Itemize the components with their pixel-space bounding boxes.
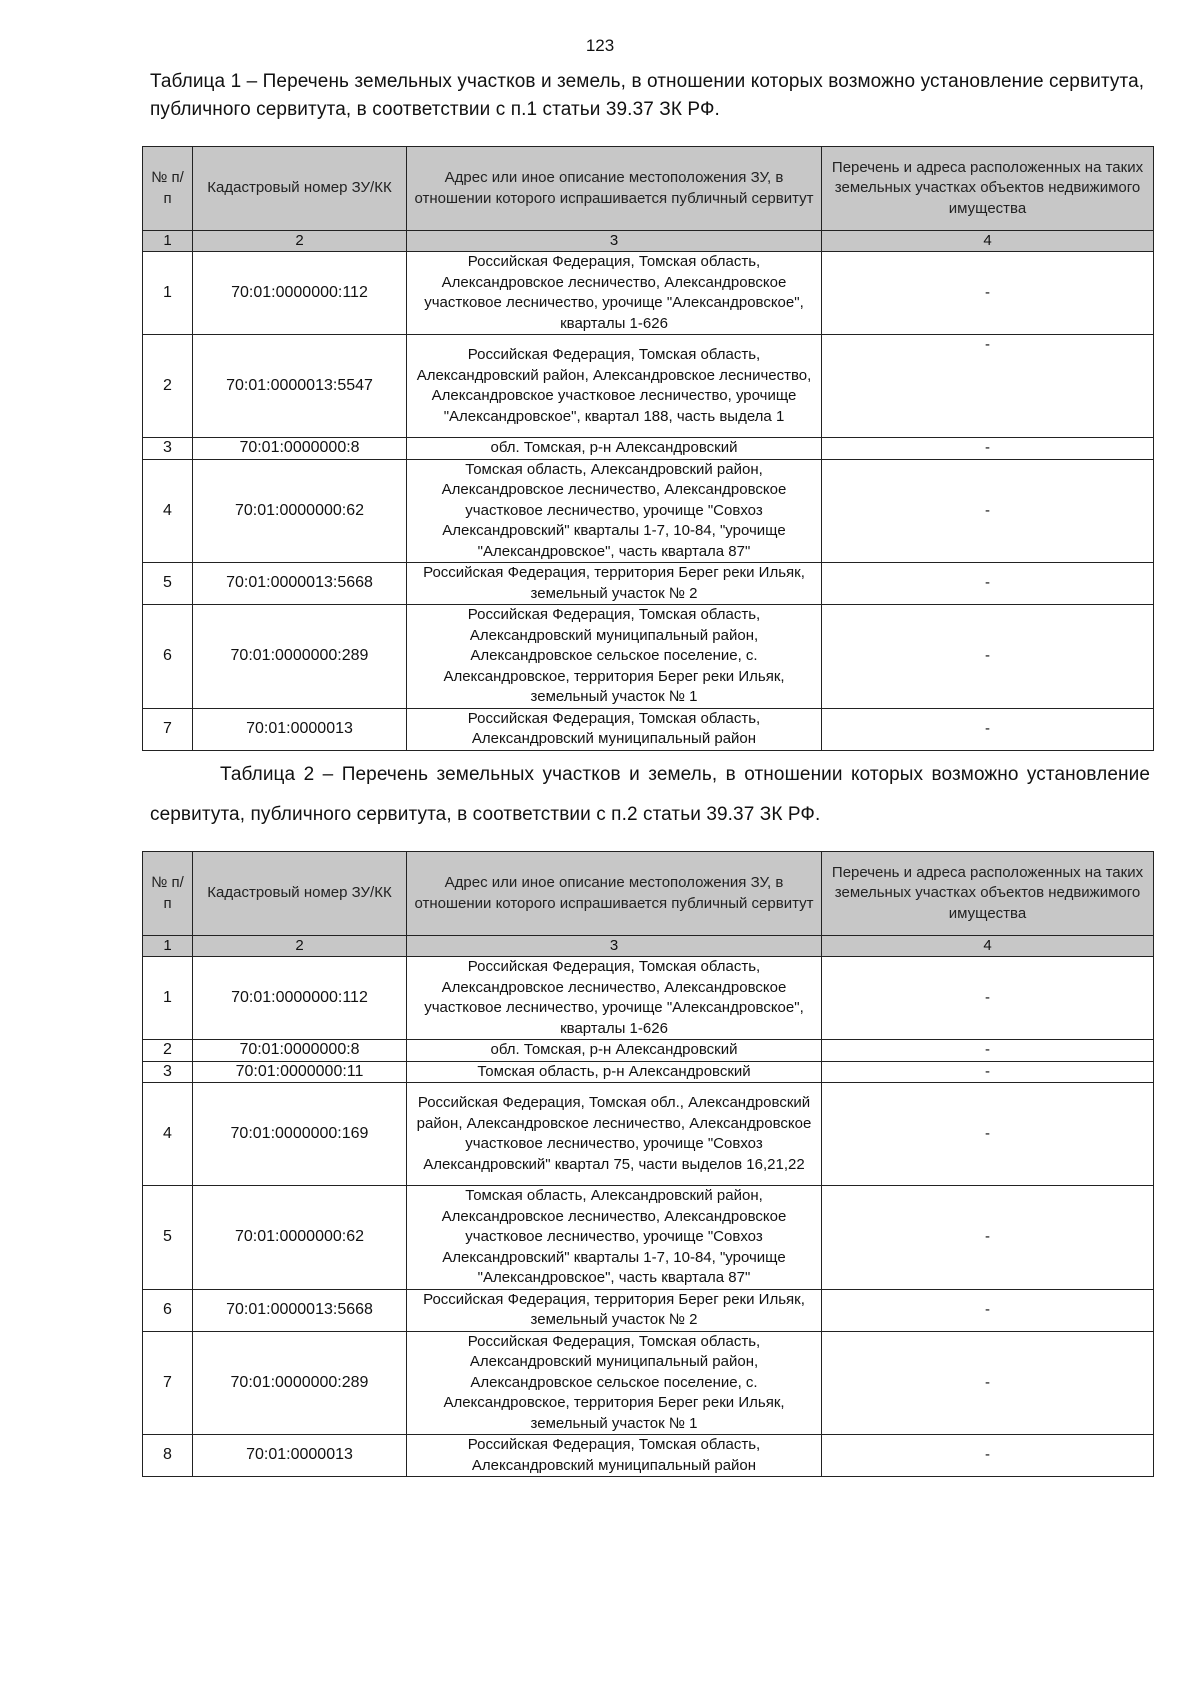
table-row [143,1435,1154,1477]
row-num: 6 [143,1289,193,1331]
row-num: 5 [143,1186,193,1290]
row-num: 7 [143,1331,193,1435]
address: Томская область, р-н Александровский [407,1061,822,1083]
table-row [143,335,1154,438]
address: Российская Федерация, Томская область, Александровский муниципальный район, Александровское сельское поселение, с. Александровское, территория Берег реки Ильяк, земельный участок № 1 [407,1331,822,1435]
header-address: Адрес или иное описание местоположения ЗУ, в отношении которого испрашивается публичный сервитут [407,852,822,936]
objects: - [822,335,1154,438]
cadastral-number: 70:01:0000000:11 [193,1061,407,1083]
objects: - [822,563,1154,605]
col-number: 4 [822,231,1154,252]
address: Российская Федерация, Томская обл., Александровский район, Александровское лесничество, Александровское участковое лесничество, урочище "Совхоз Александровский" квартал 75, части выделов 16,21,22 [407,1083,822,1186]
cadastral-number: 70:01:0000000:62 [193,1186,407,1290]
row-num: 4 [143,459,193,563]
cadastral-number: 70:01:0000000:289 [193,605,407,709]
table-row [143,1040,1154,1062]
table-row [143,1186,1154,1290]
row-num: 8 [143,1435,193,1477]
header-num: № п/п [143,147,193,231]
table-row [143,1289,1154,1331]
cadastral-number: 70:01:0000013 [193,1435,407,1477]
cadastral-number: 70:01:0000000:112 [193,957,407,1040]
row-num: 2 [143,335,193,438]
objects: - [822,1040,1154,1062]
row-num: 1 [143,957,193,1040]
cadastral-number: 70:01:0000000:8 [193,1040,407,1062]
cadastral-number: 70:01:0000013:5668 [193,1289,407,1331]
objects: - [822,1061,1154,1083]
objects: - [822,1331,1154,1435]
table1-caption: Таблица 1 – Перечень земельных участков и земель, в отношении которых возможно установление сервитута, публичного сервитута, в соответствии с п.1 статьи 39.37 ЗК РФ. [150,71,1145,120]
page-number: 123 [585,36,615,55]
cadastral-number: 70:01:0000000:8 [193,438,407,460]
table-row [143,438,1154,460]
row-num: 3 [143,438,193,460]
row-num: 2 [143,1040,193,1062]
col-number: 2 [193,231,407,252]
address: Российская Федерация, территория Берег реки Ильяк, земельный участок № 2 [407,563,822,605]
col-number: 1 [143,231,193,252]
address: Российская Федерация, Томская область, Александровское лесничество, Александровское участковое лесничество, урочище "Александровское", кварталы 1-626 [407,957,822,1040]
col-number: 2 [193,936,407,957]
address: Российская Федерация, Томская область, Александровский муниципальный район [407,1435,822,1477]
table-row [143,459,1154,563]
header-objects: Перечень и адреса расположенных на таких земельных участках объектов недвижимого имущества [822,852,1154,936]
objects: - [822,1083,1154,1186]
objects: - [822,252,1154,335]
objects: - [822,957,1154,1040]
row-num: 1 [143,252,193,335]
table-row [143,957,1154,1040]
cadastral-number: 70:01:0000000:289 [193,1331,407,1435]
col-number: 4 [822,936,1154,957]
address: Российская Федерация, территория Берег реки Ильяк, земельный участок № 2 [407,1289,822,1331]
cadastral-number: 70:01:0000013:5547 [193,335,407,438]
header-objects: Перечень и адреса расположенных на таких земельных участках объектов недвижимого имущества [822,147,1154,231]
table-row [143,605,1154,709]
objects: - [822,1186,1154,1290]
address: Российская Федерация, Томская область, Александровский муниципальный район [407,708,822,750]
row-num: 7 [143,708,193,750]
header-num: № п/п [143,852,193,936]
objects: - [822,708,1154,750]
address: Российская Федерация, Томская область, Александровский муниципальный район, Александровское сельское поселение, с. Александровское, территория Берег реки Ильяк, земельный участок № 1 [407,605,822,709]
col-number: 3 [407,231,822,252]
objects: - [822,1289,1154,1331]
cadastral-number: 70:01:0000000:62 [193,459,407,563]
objects: - [822,459,1154,563]
cadastral-number: 70:01:0000000:169 [193,1083,407,1186]
address: Российская Федерация, Томская область, Александровский район, Александровское лесничество, Александровское участковое лесничество, урочище "Александровское", квартал 188, часть выдела 1 [407,335,822,438]
table-row [143,708,1154,750]
table-row [143,1331,1154,1435]
table2 [142,851,1154,1477]
col-number: 1 [143,936,193,957]
address: Российская Федерация, Томская область, Александровское лесничество, Александровское участковое лесничество, урочище "Александровское", кварталы 1-626 [407,252,822,335]
cadastral-number: 70:01:0000013:5668 [193,563,407,605]
col-number: 3 [407,936,822,957]
objects: - [822,438,1154,460]
row-num: 4 [143,1083,193,1186]
address: обл. Томская, р-н Александровский [407,438,822,460]
cadastral-number: 70:01:0000000:112 [193,252,407,335]
table1 [142,146,1154,751]
address: Томская область, Александровский район, Александровское лесничество, Александровское участковое лесничество, урочище "Совхоз Александровский" кварталы 1-7, 10-84, "урочище "Александровское", часть квартала 87" [407,459,822,563]
table-row [143,1083,1154,1186]
address: Томская область, Александровский район, Александровское лесничество, Александровское участковое лесничество, урочище "Совхоз Александровский" кварталы 1-7, 10-84, "урочище "Александровское", часть квартала 87" [407,1186,822,1290]
table2-caption: Таблица 2 – Перечень земельных участков и земель, в отношении которых возможно установление сервитута, публичного сервитута, в соответствии с п.2 статьи 39.37 ЗК РФ. [150,764,1150,825]
table-row [143,1061,1154,1083]
table-row [143,563,1154,605]
row-num: 3 [143,1061,193,1083]
objects: - [822,605,1154,709]
header-cadastral: Кадастровый номер ЗУ/КК [193,852,407,936]
objects: - [822,1435,1154,1477]
row-num: 6 [143,605,193,709]
address: обл. Томская, р-н Александровский [407,1040,822,1062]
header-cadastral: Кадастровый номер ЗУ/КК [193,147,407,231]
row-num: 5 [143,563,193,605]
cadastral-number: 70:01:0000013 [193,708,407,750]
header-address: Адрес или иное описание местоположения ЗУ, в отношении которого испрашивается публичный сервитут [407,147,822,231]
table-row [143,252,1154,335]
